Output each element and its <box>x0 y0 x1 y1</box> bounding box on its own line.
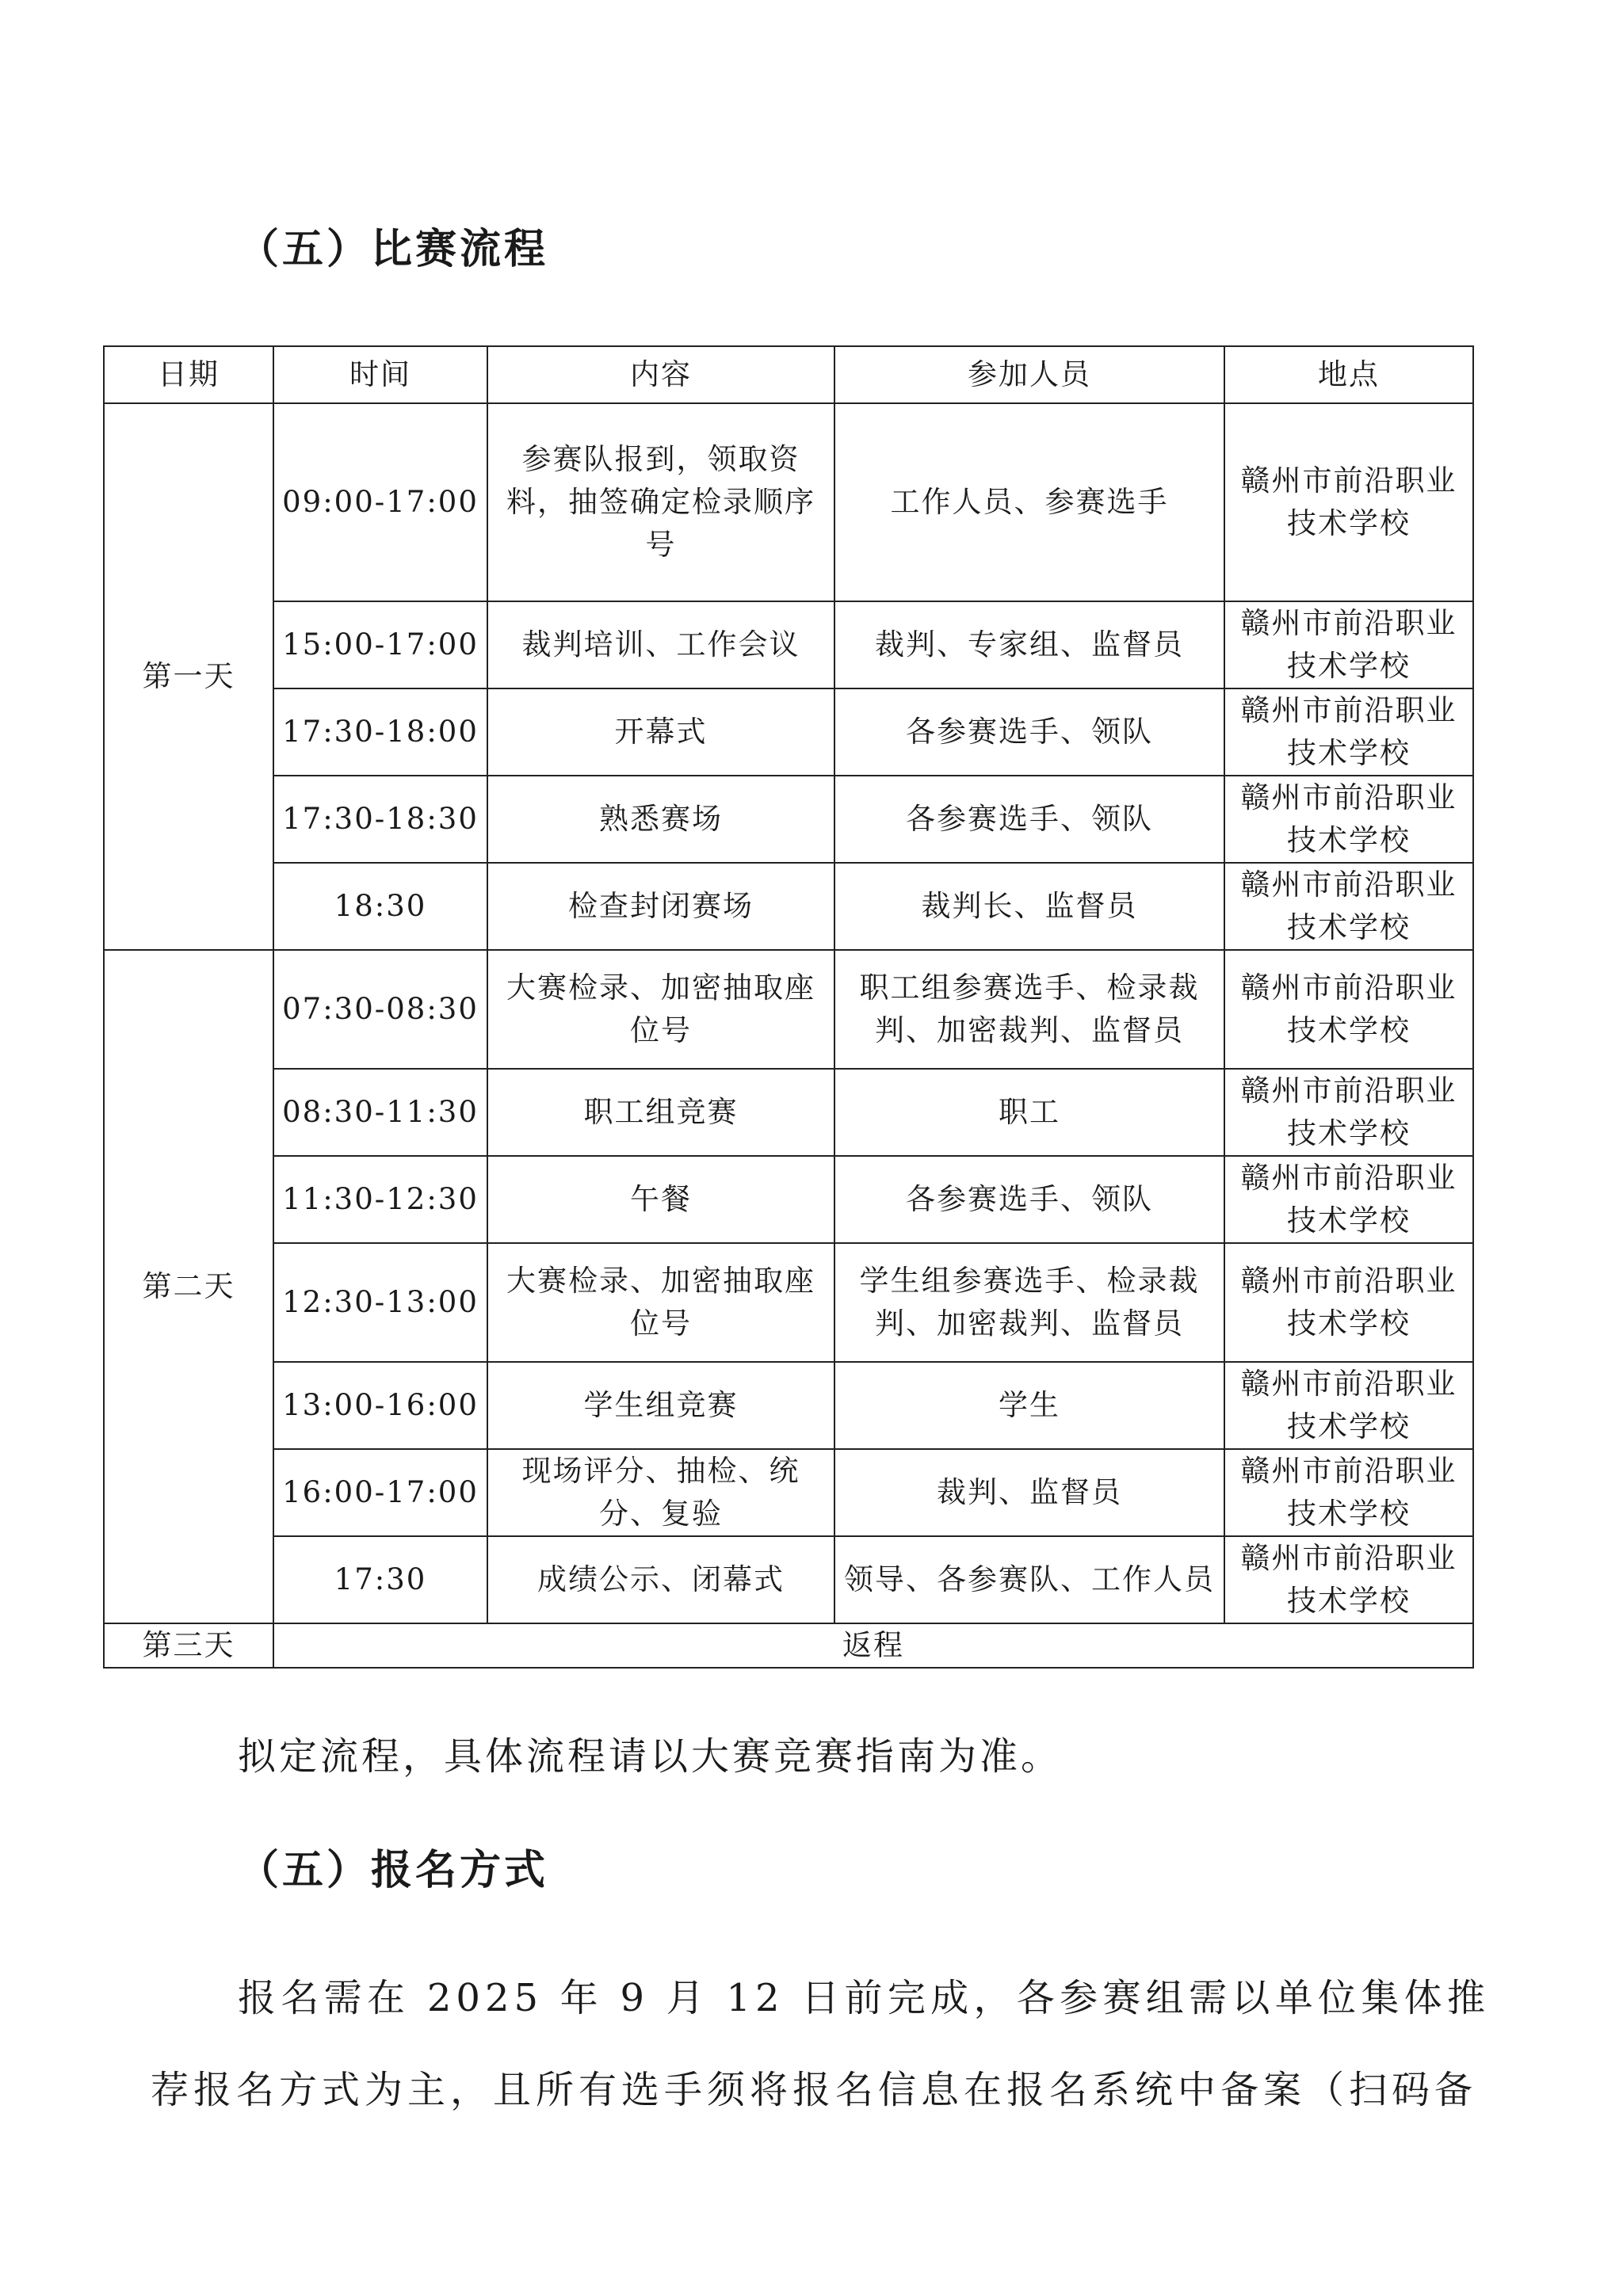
location-cell: 赣州市前沿职业技术学校 <box>1224 863 1473 950</box>
table-row <box>104 950 1473 1069</box>
content-cell: 大赛检录、加密抽取座位号 <box>487 950 834 1069</box>
section-heading-registration: （五）报名方式 <box>238 1846 549 1894</box>
participants-cell: 学生 <box>834 1362 1224 1449</box>
day-cell: 第三天 <box>104 1623 273 1668</box>
table-row <box>104 1243 1473 1362</box>
header-content: 内容 <box>487 346 834 403</box>
participants-cell: 职工 <box>834 1069 1224 1156</box>
participants-cell: 工作人员、参赛选手 <box>834 403 1224 601</box>
table-row <box>104 688 1473 776</box>
table-row <box>104 863 1473 950</box>
content-cell: 学生组竞赛 <box>487 1362 834 1449</box>
process-note: 拟定流程，具体流程请以大赛竞赛指南为准。 <box>238 1734 1063 1779</box>
location-cell: 赣州市前沿职业技术学校 <box>1224 1156 1473 1243</box>
time-cell: 17:30-18:00 <box>273 688 487 776</box>
participants-cell: 职工组参赛选手、检录裁判、加密裁判、监督员 <box>834 950 1224 1069</box>
content-cell: 大赛检录、加密抽取座位号 <box>487 1243 834 1362</box>
table-row <box>104 1069 1473 1156</box>
time-cell: 12:30-13:00 <box>273 1243 487 1362</box>
content-cell: 午餐 <box>487 1156 834 1243</box>
header-date: 日期 <box>104 346 273 403</box>
time-cell: 09:00-17:00 <box>273 403 487 601</box>
time-cell: 15:00-17:00 <box>273 601 487 688</box>
section-heading-process: （五）比赛流程 <box>238 225 549 273</box>
content-cell: 熟悉赛场 <box>487 776 834 863</box>
table-row <box>104 601 1473 688</box>
location-cell: 赣州市前沿职业技术学校 <box>1224 688 1473 776</box>
location-cell: 赣州市前沿职业技术学校 <box>1224 403 1473 601</box>
time-cell: 17:30 <box>273 1536 487 1623</box>
participants-cell: 领导、各参赛队、工作人员 <box>834 1536 1224 1623</box>
table-header-row <box>104 346 1473 403</box>
location-cell: 赣州市前沿职业技术学校 <box>1224 1449 1473 1536</box>
content-cell: 成绩公示、闭幕式 <box>487 1536 834 1623</box>
location-cell: 赣州市前沿职业技术学校 <box>1224 601 1473 688</box>
table-row <box>104 1449 1473 1536</box>
schedule-body <box>104 403 1473 1668</box>
location-cell: 赣州市前沿职业技术学校 <box>1224 1069 1473 1156</box>
location-cell: 赣州市前沿职业技术学校 <box>1224 950 1473 1069</box>
time-cell: 08:30-11:30 <box>273 1069 487 1156</box>
location-cell: 赣州市前沿职业技术学校 <box>1224 1243 1473 1362</box>
header-participants: 参加人员 <box>834 346 1224 403</box>
participants-cell: 各参赛选手、领队 <box>834 776 1224 863</box>
content-cell: 参赛队报到，领取资料，抽签确定检录顺序号 <box>487 403 834 601</box>
time-cell: 17:30-18:30 <box>273 776 487 863</box>
table-row <box>104 776 1473 863</box>
content-cell: 职工组竞赛 <box>487 1069 834 1156</box>
participants-cell: 裁判、监督员 <box>834 1449 1224 1536</box>
day-cell: 第二天 <box>104 950 273 1623</box>
location-cell: 赣州市前沿职业技术学校 <box>1224 1362 1473 1449</box>
participants-cell: 裁判长、监督员 <box>834 863 1224 950</box>
table-row <box>104 1156 1473 1243</box>
participants-cell: 学生组参赛选手、检录裁判、加密裁判、监督员 <box>834 1243 1224 1362</box>
schedule-table <box>103 345 1474 1669</box>
content-cell: 现场评分、抽检、统分、复验 <box>487 1449 834 1536</box>
location-cell: 赣州市前沿职业技术学校 <box>1224 776 1473 863</box>
return-cell: 返程 <box>273 1623 1473 1668</box>
table-row <box>104 403 1473 601</box>
participants-cell: 裁判、专家组、监督员 <box>834 601 1224 688</box>
table-row <box>104 1623 1473 1668</box>
content-cell: 开幕式 <box>487 688 834 776</box>
time-cell: 11:30-12:30 <box>273 1156 487 1243</box>
registration-paragraph: 报名需在 2025 年 9 月 12 日前完成，各参赛组需以单位集体推荐报名方式为主，且所有选手须将报名信息在报名系统中备案（扫码备 <box>151 1976 1490 2112</box>
table-row <box>104 1536 1473 1623</box>
time-cell: 13:00-16:00 <box>273 1362 487 1449</box>
location-cell: 赣州市前沿职业技术学校 <box>1224 1536 1473 1623</box>
participants-cell: 各参赛选手、领队 <box>834 1156 1224 1243</box>
header-time: 时间 <box>273 346 487 403</box>
time-cell: 16:00-17:00 <box>273 1449 487 1536</box>
table-row <box>104 1362 1473 1449</box>
header-location: 地点 <box>1224 346 1473 403</box>
time-cell: 18:30 <box>273 863 487 950</box>
content-cell: 检查封闭赛场 <box>487 863 834 950</box>
time-cell: 07:30-08:30 <box>273 950 487 1069</box>
content-cell: 裁判培训、工作会议 <box>487 601 834 688</box>
day-cell: 第一天 <box>104 403 273 950</box>
participants-cell: 各参赛选手、领队 <box>834 688 1224 776</box>
